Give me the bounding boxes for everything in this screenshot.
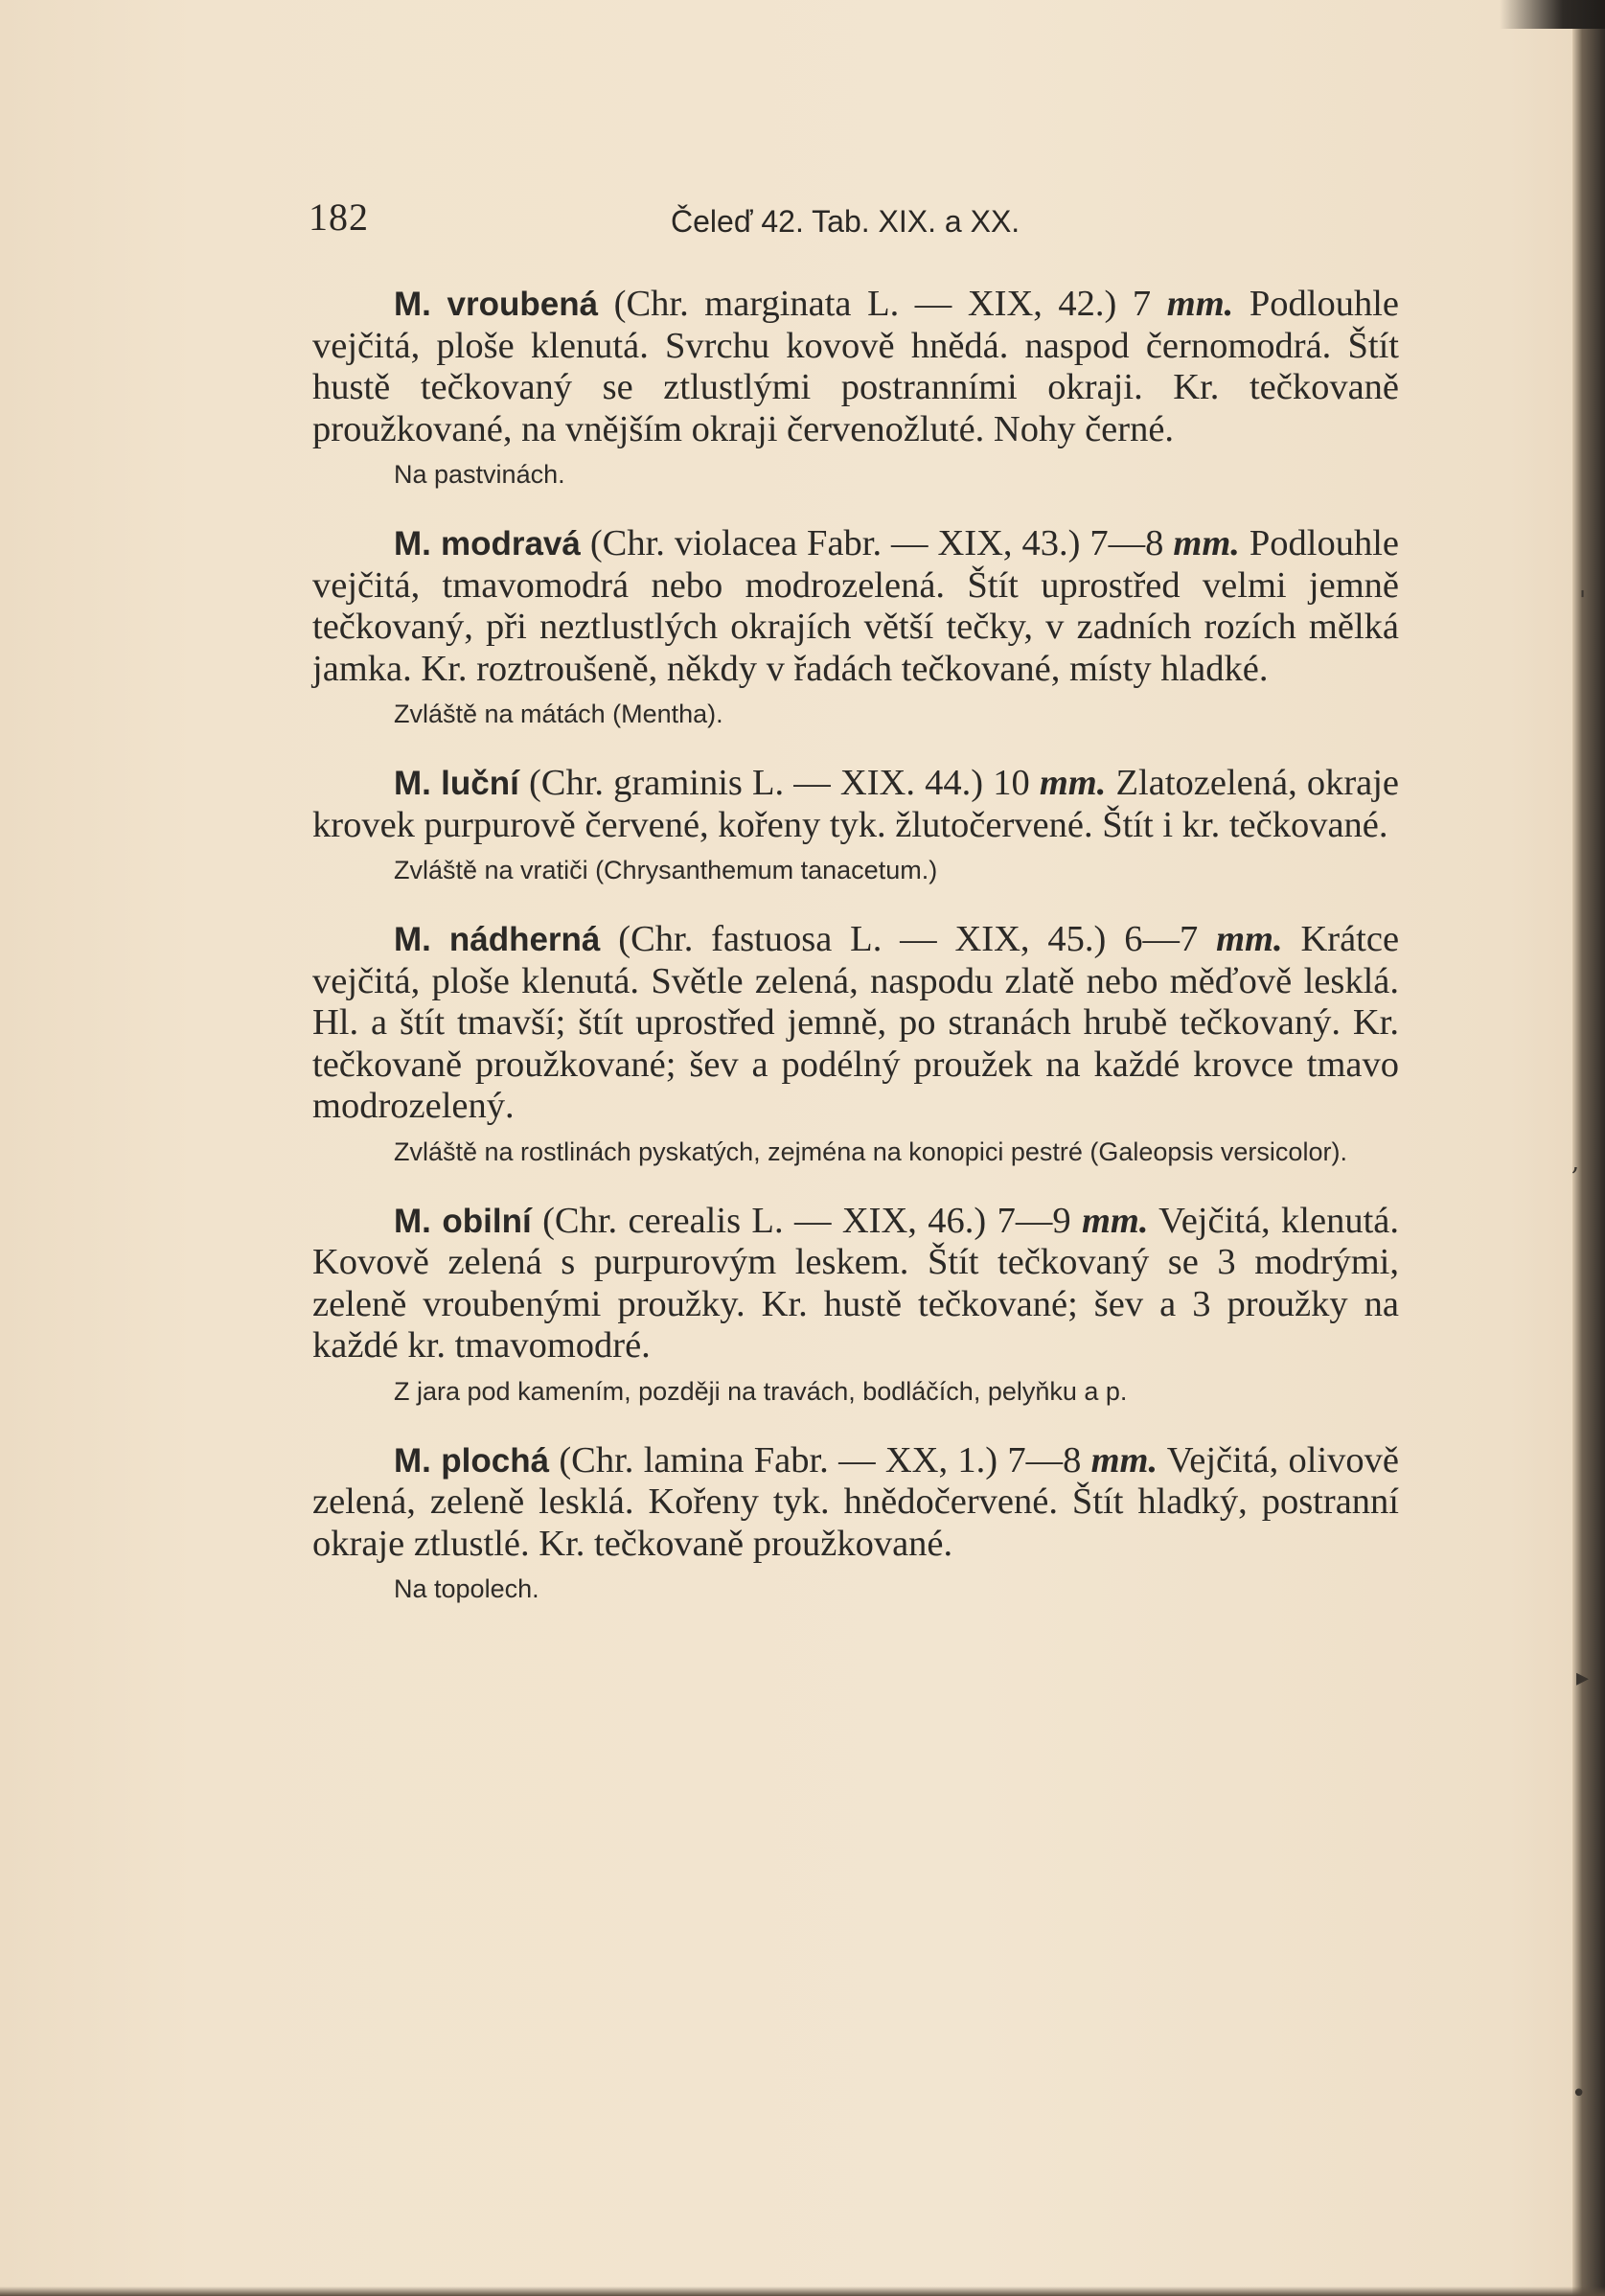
size-unit: mm. xyxy=(1166,284,1234,324)
genus-abbrev: M. xyxy=(394,765,431,802)
genus-abbrev: M. xyxy=(394,1202,431,1240)
species-entry xyxy=(312,284,1399,491)
species-entry xyxy=(312,1440,1399,1606)
entry-text xyxy=(312,919,1399,1128)
species-habitat: Zvláště na rostlinách pyskatých, zejména na konopici pestré (Galeopsis versicolor). xyxy=(394,1137,1347,1166)
species-name: obilní xyxy=(442,1202,532,1240)
species-name: vroubená xyxy=(447,286,599,323)
size-unit: mm. xyxy=(1039,763,1107,803)
genus-abbrev: M. xyxy=(394,1441,431,1480)
page-edge-shadow-top xyxy=(1500,0,1605,29)
entry-text xyxy=(312,1201,1399,1367)
species-description: Krátce vejčitá, ploše klenutá. Světle zelená, naspodu zlatě nebo měďově lesklá. Hl. a štít tmavší; štít uprostřed jemně, po stranách hrubě tečkovaný. Kr. tečkovaně proužkované; šev a podélný proužek na každé krovce tmavo modrozelený. xyxy=(312,919,1400,1126)
page-header xyxy=(309,195,1401,252)
size-unit: mm. xyxy=(1173,523,1240,563)
page-number: 182 xyxy=(309,195,369,239)
entry-text xyxy=(312,763,1399,846)
species-entry xyxy=(312,763,1399,886)
species-habitat: Zvláště na mátách (Mentha). xyxy=(394,700,723,728)
margin-mark: ▸ xyxy=(1576,1664,1590,1692)
margin-mark: , xyxy=(1571,1148,1580,1177)
entry-text xyxy=(312,284,1399,450)
genus-abbrev: M. xyxy=(394,921,431,958)
size-unit: mm. xyxy=(1090,1439,1158,1481)
species-ref: (Chr. graminis L. — XIX. 44.) 10 xyxy=(528,763,1030,803)
species-habitat: Na topolech. xyxy=(394,1574,539,1603)
species-name: nádherná xyxy=(448,921,601,958)
species-ref: (Chr. fastuosa L. — XIX, 45.) 6—7 xyxy=(618,919,1199,959)
species-description: Vejčitá, olivově zelená, zeleně lesklá. Kořeny tyk. hnědočervené. Štít hladký, postranní okraje ztlustlé. Kr. tečkovaně proužkované. xyxy=(312,1439,1400,1564)
species-entry xyxy=(312,919,1399,1168)
species-name: luční xyxy=(441,765,519,802)
species-entry xyxy=(312,523,1399,730)
species-habitat: Z jara pod kamením, později na travách, bodláčích, pelyňku a p. xyxy=(394,1376,1128,1406)
margin-mark: • xyxy=(1571,2079,1587,2108)
species-description: Vejčitá, klenutá. Kovově zelená s purpurovým leskem. Štít tečkovaný se 3 modrými, zeleně vroubenými proužky. Kr. hustě tečkované; šev a 3 proužky na každé kr. tmavomodré. xyxy=(312,1200,1400,1366)
species-habitat: Na pastvinách. xyxy=(394,460,565,489)
genus-abbrev: M. xyxy=(394,286,431,323)
page-edge-shadow-bottom xyxy=(0,2286,1605,2296)
species-ref: (Chr. marginata L. — XIX, 42.) 7 xyxy=(613,284,1152,324)
entry-text xyxy=(312,1440,1399,1566)
species-name: plochá xyxy=(441,1441,550,1480)
size-unit: mm. xyxy=(1216,919,1283,959)
species-ref: (Chr. violacea Fabr. — XIX, 43.) 7—8 xyxy=(589,523,1164,563)
species-entry xyxy=(312,1201,1399,1408)
page-content xyxy=(312,284,1399,1638)
entry-text xyxy=(312,523,1399,690)
margin-mark: ' xyxy=(1579,586,1587,615)
size-unit: mm. xyxy=(1081,1200,1149,1241)
running-head: Čeleď 42. Tab. XIX. a XX. xyxy=(671,204,1020,239)
genus-abbrev: M. xyxy=(394,525,431,563)
species-ref: (Chr. cerealis L. — XIX, 46.) 7—9 xyxy=(542,1200,1071,1241)
species-name: modravá xyxy=(440,525,581,563)
species-description: Zlatozelená, okraje krovek purpurově červené, kořeny tyk. žlutočervené. Štít i kr. tečkované. xyxy=(312,763,1400,845)
species-habitat: Zvláště na vratiči (Chrysanthemum tanacetum.) xyxy=(394,856,938,884)
species-ref: (Chr. lamina Fabr. — XX, 1.) 7—8 xyxy=(559,1439,1082,1481)
species-description: Podlouhle vejčitá, ploše klenutá. Svrchu kovově hnědá. naspod černomodrá. Štít hustě tečkovaný se ztlustlými postranními okraji. Kr. tečkovaně proužkované, na vnějším okraji červenožluté. Nohy černé. xyxy=(312,284,1399,449)
species-description: Podlouhle vejčitá, tmavomodrá nebo modrozelená. Štít uprostřed velmi jemně tečkovaný, při neztlustlých okrajích větší tečky, v zadních rozích mělká jamka. Kr. roztroušeně, někdy v řadách tečkované, místy hladké. xyxy=(312,523,1400,689)
